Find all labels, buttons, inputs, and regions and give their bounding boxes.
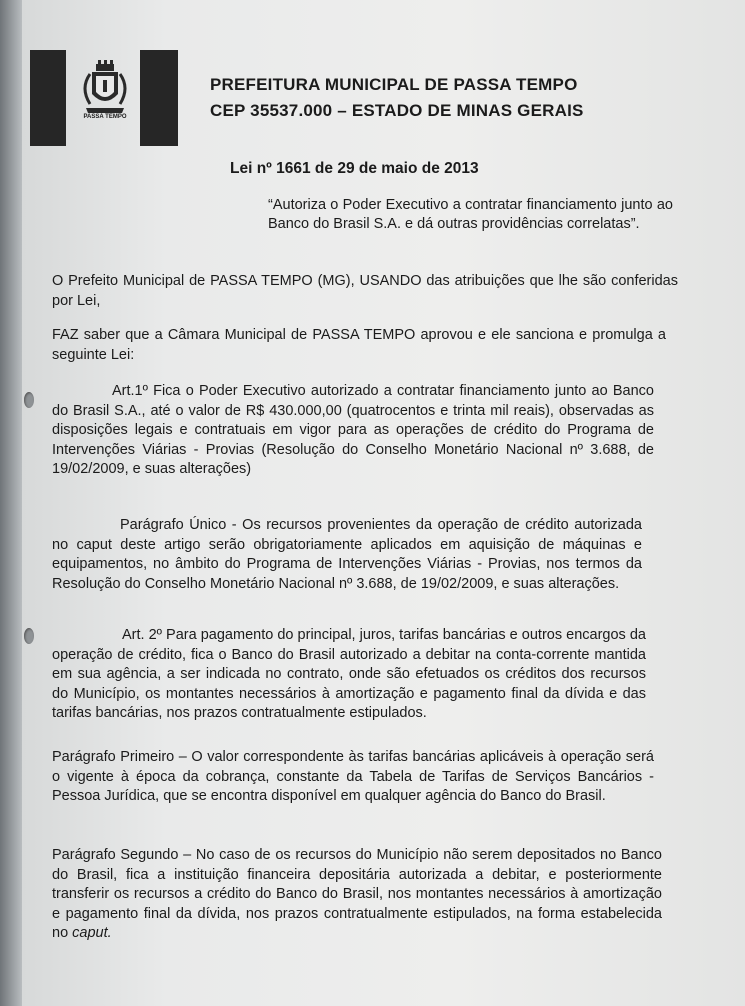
article-2-second-paragraph xyxy=(52,846,662,944)
letterhead-address: CEP 35537.000 – ESTADO DE MINAS GERAIS xyxy=(210,101,584,120)
crest-icon xyxy=(74,58,136,118)
document-page xyxy=(22,0,745,1006)
flag-stripe-right xyxy=(140,50,178,146)
article-1: Art.1º Fica o Poder Executivo autorizado a contratar financiamento junto ao Banco do Brasil S.A., até o valor de R$ 430.000,00 (quatrocentos e trinta mil reais), observadas as disposições legais e contratuais em vigor para as operações de crédito do Programa de Intervenções Viárias - Provias (Resolução do Conselho Monetário Nacional nº 3.688, de 19/02/2009, e suas alterações) xyxy=(52,383,654,477)
letterhead xyxy=(210,72,584,124)
law-title: Lei nº 1661 de 29 de maio de 2013 xyxy=(230,160,479,177)
binder-edge xyxy=(0,0,22,1006)
article-2-first-paragraph: Parágrafo Primeiro – O valor correspondente às tarifas bancárias aplicáveis à operação será o vigente à época da cobrança, constante da Tabela de Tarifas de Serviços Bancários - Pessoa Jurídica, que se encontra disponível em qualquer agência do Banco do Brasil. xyxy=(52,749,654,804)
punch-hole xyxy=(24,628,34,644)
article-1-sole-paragraph: Parágrafo Único - Os recursos provenientes da operação de crédito autorizada no caput deste artigo serão obrigatoriamente aplicados em aquisição de máquinas e equipamentos, no âmbito do Programa de Intervenções Viárias - Provias, nos termos da Resolução do Conselho Monetário Nacional nº 3.688, de 19/02/2009, e suas alterações. xyxy=(52,517,642,592)
intro-paragraph: O Prefeito Municipal de PASSA TEMPO (MG), USANDO das atribuições que lhe são conferidas por Lei, xyxy=(52,273,678,309)
letterhead-title: PREFEITURA MUNICIPAL DE PASSA TEMPO xyxy=(210,75,578,94)
second-paragraph-text: Parágrafo Segundo – No caso de os recursos do Município não serem depositados no Banco do Brasil, fica a instituição financeira depositária autorizada a debitar, e posteriormente transferir os recursos a crédito do Banco do Brasil, nos montantes necessários à amortização e pagamento final da dívida, nos prazos contratualmente estipulados, na forma estabelecida no xyxy=(52,847,662,941)
crest-label: PASSA TEMPO xyxy=(83,114,127,120)
municipal-crest-logo xyxy=(74,58,136,128)
second-paragraph-end: caput. xyxy=(72,925,112,941)
flag-stripe-left xyxy=(30,50,66,146)
enactment-paragraph: FAZ saber que a Câmara Municipal de PASSA TEMPO aprovou e ele sanciona e promulga a seguinte Lei: xyxy=(52,327,666,363)
article-2: Art. 2º Para pagamento do principal, juros, tarifas bancárias e outros encargos da operação de crédito, fica o Banco do Brasil autorizado a debitar na conta-corrente mantida em sua agência, a ser indicada no contrato, onde são efetuados os créditos dos recursos do Município, os montantes necessários à amortização e pagamento final da dívida e das tarifas bancárias, nos prazos contratualmente estipulados. xyxy=(52,627,646,721)
punch-hole xyxy=(24,392,34,408)
law-summary: “Autoriza o Poder Executivo a contratar financiamento junto ao Banco do Brasil S.A. e dá outras providências correlatas”. xyxy=(268,197,673,232)
